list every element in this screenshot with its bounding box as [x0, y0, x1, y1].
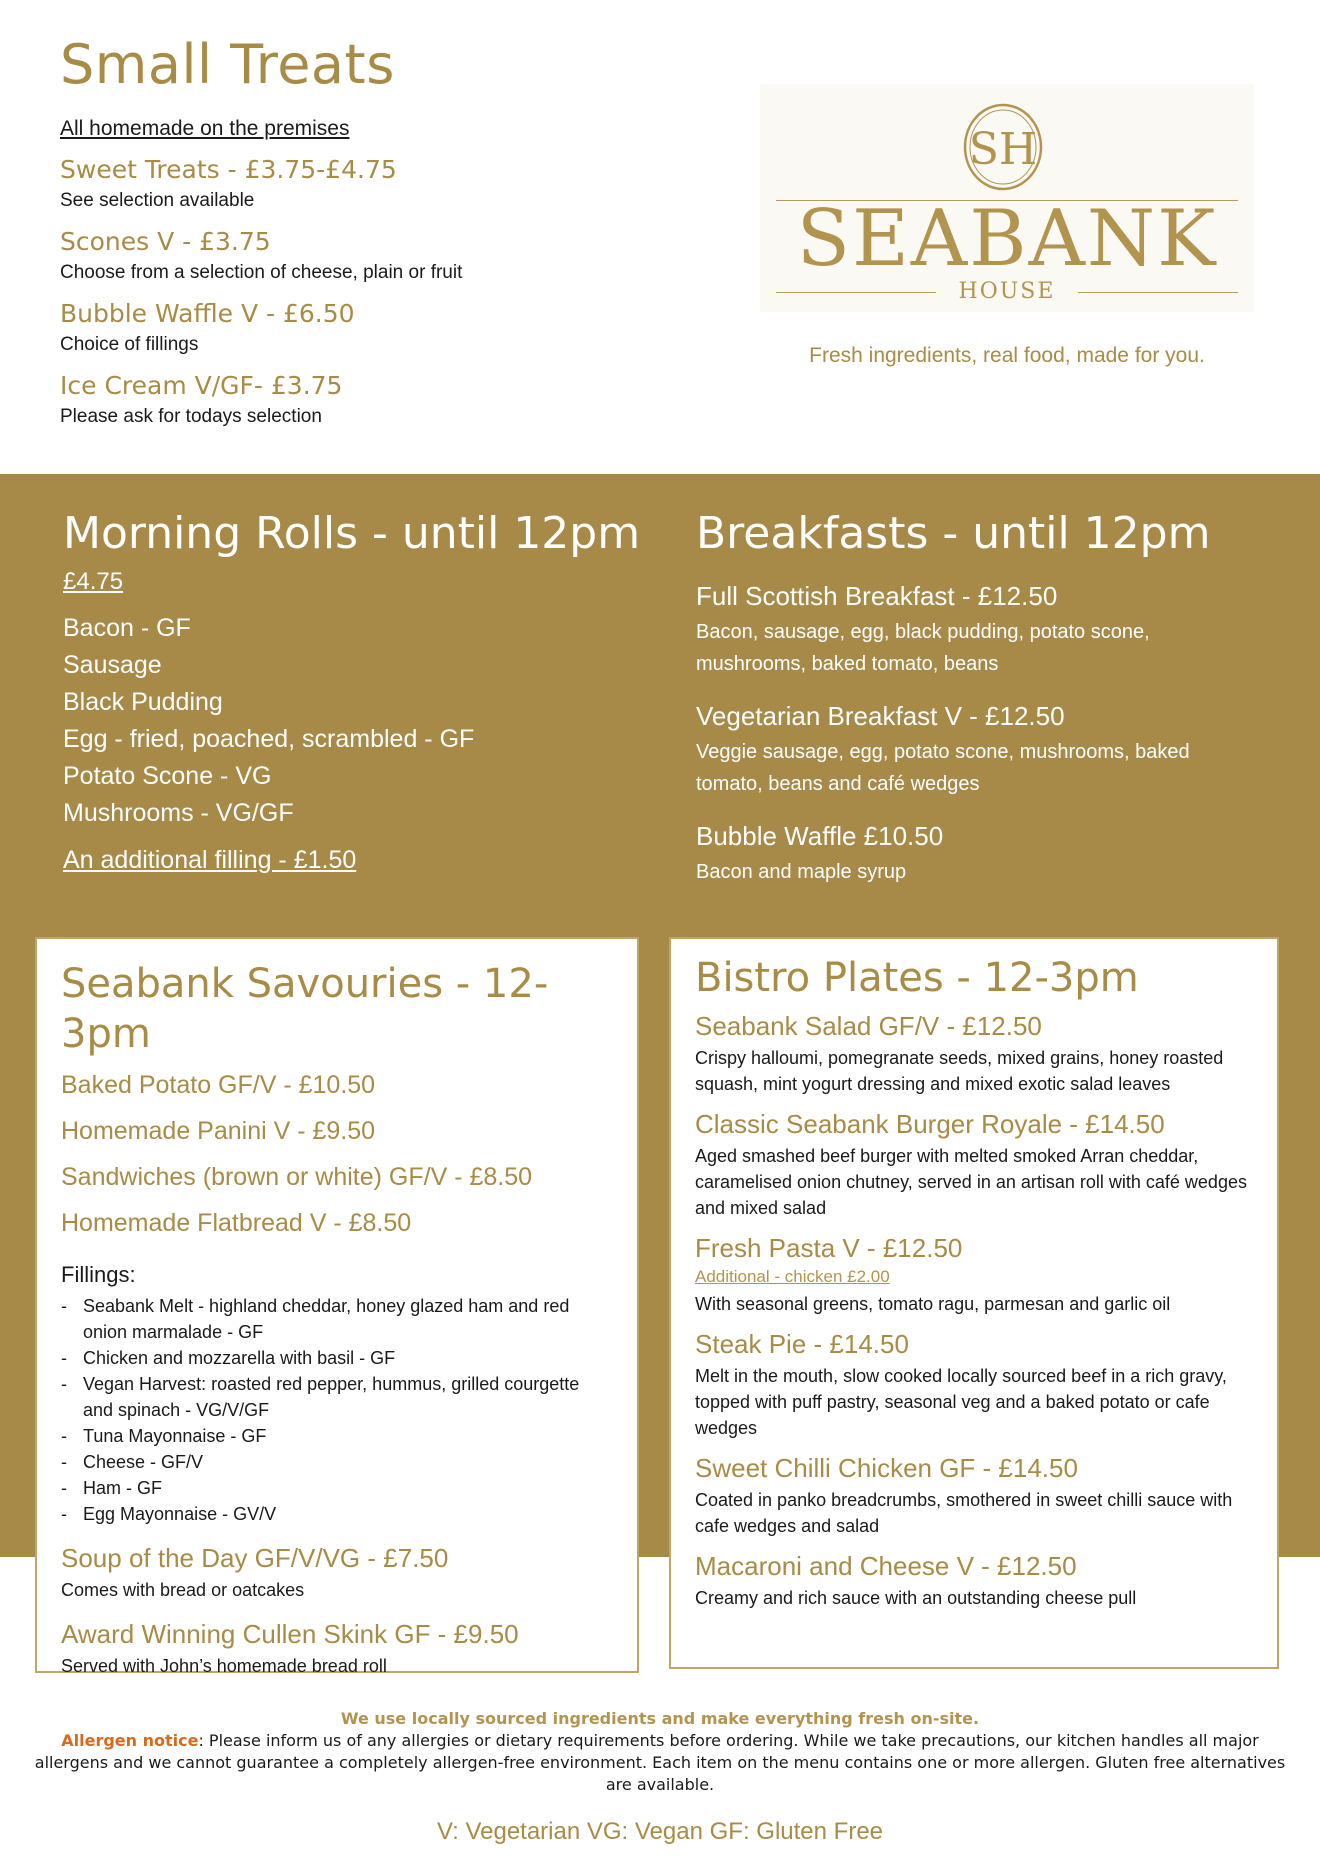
menu-item [60, 154, 700, 214]
menu-item [60, 226, 700, 286]
menu-item [696, 818, 1296, 888]
menu-item-title: Sweet Treats - £3.75-£4.75 [60, 155, 397, 184]
menu-item-title: Sweet Chilli Chicken GF - £14.50 [695, 1453, 1078, 1483]
menu-item-title: Fresh Pasta V - £12.50 [695, 1233, 963, 1263]
menu-item-title: Vegetarian Breakfast V - £12.50 [696, 701, 1065, 731]
desc-line: mushrooms, baked tomato, beans [696, 653, 999, 675]
menu-item-title: Sandwiches (brown or white) GF/V - £8.50 [61, 1163, 533, 1191]
bistro-title: Bistro Plates - 12-3pm [695, 955, 1139, 1001]
savouries-title: Seabank Savouries - 12-3pm [61, 961, 549, 1057]
list-item: - Vegan Harvest: roasted red pepper, hummus, grilled courgette and spinach - VG/V/GF [61, 1371, 613, 1423]
menu-item-additional: Additional - chicken £2.00 [695, 1267, 890, 1286]
menu-item-title: Full Scottish Breakfast - £12.50 [696, 581, 1058, 611]
list-item: - Ham - GF [61, 1475, 613, 1501]
menu-item-title: Macaroni and Cheese V - £12.50 [695, 1551, 1077, 1581]
sh-monogram-icon [950, 102, 1056, 192]
small-treats-section [60, 34, 700, 430]
allergen-notice-label: Allergen notice [61, 1731, 199, 1750]
menu-item-title: Steak Pie - £14.50 [695, 1329, 909, 1359]
dietary-legend: V: Vegetarian VG: Vegan GF: Gluten Free [436, 1818, 884, 1845]
monogram-text: SH [968, 124, 1038, 175]
morning-rolls-list [63, 610, 683, 832]
menu-item-desc: Served with John’s homemade bread roll [61, 1656, 387, 1676]
allergen-notice-text: : Please inform us of any allergies or dietary requirements before ordering. While we take precautions, our kitchen handles all major allergens and we cannot guarantee a completely allergen-free environment. Each item on the menu contains one or more allergen. Gluten free alternatives are available. [34, 1731, 1286, 1794]
menu-item-desc: See selection available [60, 190, 255, 211]
logo-house: HOUSE [958, 279, 1056, 304]
small-treats-subtitle: All homemade on the premises [60, 117, 350, 140]
tagline: Fresh ingredients, real food, made for you. [809, 344, 1205, 367]
menu-item-desc: Aged smashed beef burger with melted smoked Arran cheddar, caramelised onion chutney, served in an artisan roll with café wedges and mixed salad [695, 1146, 1247, 1218]
list-item: - Cheese - GF/V [61, 1449, 613, 1475]
desc-line: tomato, beans and café wedges [696, 773, 980, 795]
small-treats-title: Small Treats [60, 33, 395, 96]
list-item: Potato Scone - VG [63, 762, 272, 790]
list-item: Egg - fried, poached, scrambled - GF [63, 725, 475, 753]
list-item: Bacon - GF [63, 614, 191, 642]
menu-item-desc: Crispy halloumi, pomegranate seeds, mixed grains, honey roasted squash, mint yogurt dressing and mixed exotic salad leaves [695, 1048, 1224, 1094]
list-item: - Egg Mayonnaise - GV/V [61, 1501, 613, 1527]
menu-item-title: Scones V - £3.75 [60, 227, 271, 256]
breakfasts-title: Breakfasts - until 12pm [696, 508, 1211, 559]
menu-item-title: Homemade Panini V - £9.50 [61, 1117, 376, 1145]
list-item: - Tuna Mayonnaise - GF [61, 1423, 613, 1449]
menu-item [695, 1009, 1255, 1097]
additional-filling: An additional filling - £1.50 [63, 846, 357, 874]
menu-item-desc: Choice of fillings [60, 334, 199, 355]
menu-item-title: Soup of the Day GF/V/VG - £7.50 [61, 1543, 449, 1573]
seabank-house-logo [760, 84, 1254, 312]
menu-item-title: Ice Cream V/GF- £3.75 [60, 371, 343, 400]
menu-item-desc: Choose from a selection of cheese, plain or fruit [60, 262, 463, 283]
allergen-notice [30, 1730, 1290, 1796]
menu-item-title: Bubble Waffle V - £6.50 [60, 299, 355, 328]
menu-item [695, 1107, 1255, 1221]
menu-item-desc: Coated in panko breadcrumbs, smothered in sweet chilli sauce with cafe wedges and salad [695, 1490, 1233, 1536]
menu-item [695, 1231, 1255, 1317]
bistro-box [669, 937, 1279, 1669]
menu-item-desc [696, 736, 1296, 800]
fillings-heading: Fillings: [61, 1262, 136, 1287]
menu-item-desc: Bacon and maple syrup [696, 861, 907, 883]
menu-item [695, 1451, 1255, 1539]
savouries-box [35, 937, 639, 1676]
menu-item [60, 298, 700, 358]
menu-item-title: Seabank Salad GF/V - £12.50 [695, 1011, 1042, 1041]
menu-item-desc: Creamy and rich sauce with an outstanding cheese pull [695, 1588, 1137, 1608]
menu-item-desc: Melt in the mouth, slow cooked locally sourced beef in a rich gravy, topped with puff pastry, seasonal veg and a baked potato or cafe wedges [695, 1366, 1227, 1438]
morning-rolls-price: £4.75 [63, 568, 124, 595]
list-item: - Seabank Melt - highland cheddar, honey glazed ham and red onion marmalade - GF [61, 1293, 613, 1345]
list-item: - Chicken and mozzarella with basil - GF [61, 1345, 613, 1371]
menu-item-title: Homemade Flatbread V - £8.50 [61, 1209, 412, 1237]
fillings-list [61, 1293, 613, 1527]
menu-item [60, 370, 700, 430]
menu-item-title: Classic Seabank Burger Royale - £14.50 [695, 1109, 1165, 1139]
footer [30, 1708, 1290, 1796]
logo-brand: SEABANK [796, 194, 1218, 284]
menu-item-desc: Comes with bread or oatcakes [61, 1580, 305, 1600]
menu-item-title: Baked Potato GF/V - £10.50 [61, 1071, 376, 1099]
list-item: Mushrooms - VG/GF [63, 799, 294, 827]
menu-item [61, 1541, 613, 1603]
menu-item-title: Award Winning Cullen Skink GF - £9.50 [61, 1619, 519, 1649]
breakfasts-section [696, 506, 1296, 888]
fresh-statement: We use locally sourced ingredients and make everything fresh on-site. [340, 1709, 980, 1728]
menu-item [696, 698, 1296, 800]
menu-item-desc: With seasonal greens, tomato ragu, parmesan and garlic oil [695, 1294, 1171, 1314]
logo-house-row [776, 280, 1238, 304]
menu-item [696, 578, 1296, 680]
menu-item-title: Bubble Waffle £10.50 [696, 821, 944, 851]
morning-rolls-section [63, 506, 683, 875]
desc-line: Veggie sausage, egg, potato scone, mushrooms, baked [696, 741, 1190, 763]
menu-item-desc [696, 616, 1296, 680]
menu-item [695, 1327, 1255, 1441]
morning-rolls-title: Morning Rolls - until 12pm [63, 508, 641, 559]
list-item: Sausage [63, 651, 162, 679]
menu-item [61, 1617, 613, 1679]
menu-item [695, 1549, 1255, 1611]
list-item: Black Pudding [63, 688, 223, 716]
menu-item-desc: Please ask for todays selection [60, 406, 322, 427]
desc-line: Bacon, sausage, egg, black pudding, potato scone, [696, 621, 1150, 643]
